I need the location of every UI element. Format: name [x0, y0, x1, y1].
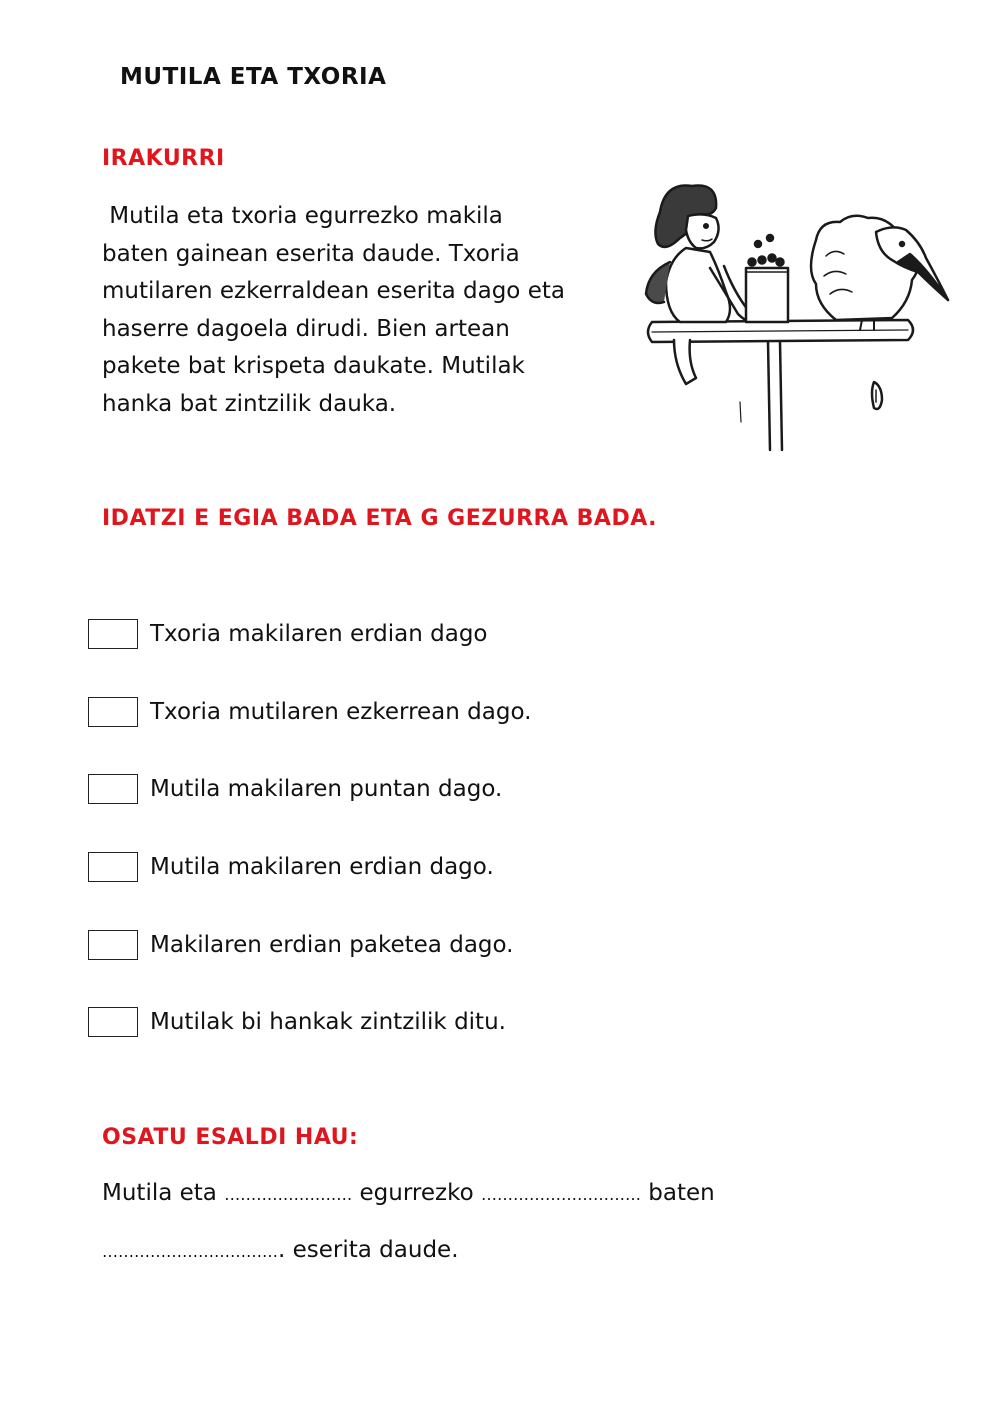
reading-passage	[102, 198, 622, 423]
statement-text: Txoria mutilaren ezkerrean dago.	[150, 699, 532, 725]
statement-text: Mutila makilaren puntan dago.	[150, 776, 503, 802]
statement-text: Txoria makilaren erdian dago	[150, 621, 488, 647]
passage-line: baten gainean eserita daude. Txoria	[102, 240, 520, 267]
true-false-heading: IDATZI E EGIA BADA ETA G GEZURRA BADA.	[102, 506, 658, 531]
passage-line: hanka bat zintzilik dauka.	[102, 390, 397, 417]
answer-box[interactable]	[88, 774, 138, 804]
statement-row	[88, 695, 531, 729]
sentence-text: . eserita daude.	[278, 1237, 459, 1263]
sentence-text: baten	[640, 1180, 715, 1206]
statement-text: Mutilak bi hankak zintzilik ditu.	[150, 1009, 506, 1035]
statement-row	[88, 928, 514, 962]
passage-line: mutilaren ezkerraldean eserita dago eta	[102, 278, 565, 304]
read-heading: IRAKURRI	[102, 146, 225, 171]
blank-3[interactable]: ……………………………	[102, 1242, 278, 1261]
sentence-text: Mutila eta	[102, 1180, 225, 1206]
fill-sentence-line-1	[102, 1180, 715, 1206]
answer-box[interactable]	[88, 697, 138, 727]
statement-row	[88, 1005, 506, 1039]
complete-heading: OSATU ESALDI HAU:	[102, 1125, 359, 1150]
boy-and-bird-on-perch-icon	[630, 172, 960, 462]
sentence-text: egurrezko	[352, 1180, 481, 1206]
statement-text: Mutila makilaren erdian dago.	[150, 854, 494, 880]
answer-box[interactable]	[88, 1007, 138, 1037]
answer-box[interactable]	[88, 619, 138, 649]
answer-box[interactable]	[88, 930, 138, 960]
passage-line: haserre dagoela dirudi. Bien artean	[102, 315, 510, 342]
statement-text: Makilaren erdian paketea dago.	[150, 932, 514, 958]
statement-row	[88, 617, 488, 651]
blank-2[interactable]: …………………………	[480, 1185, 641, 1204]
page-title: MUTILA ETA TXORIA	[120, 64, 387, 90]
passage-line: pakete bat krispeta daukate. Mutilak	[102, 353, 525, 379]
statement-row	[88, 772, 502, 806]
fill-sentence-line-2	[102, 1237, 459, 1263]
blank-1[interactable]: ……………………	[224, 1185, 353, 1204]
answer-box[interactable]	[88, 852, 138, 882]
passage-line: Mutila eta txoria egurrezko makila	[102, 203, 503, 229]
statement-row	[88, 850, 494, 884]
